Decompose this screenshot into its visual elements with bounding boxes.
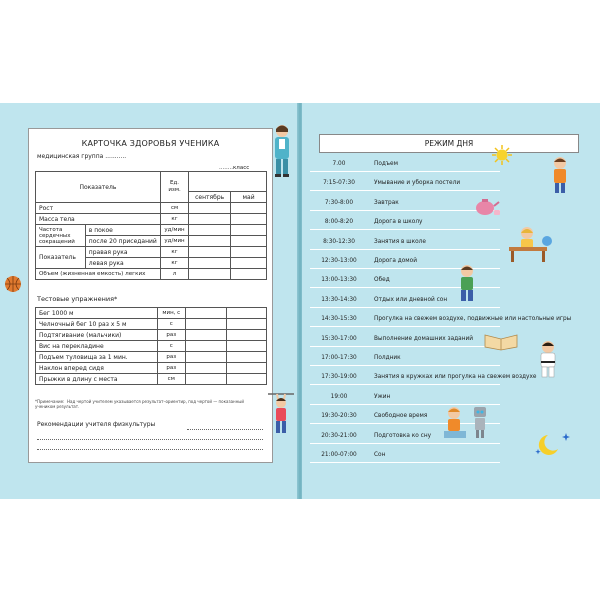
header-unit: Ед. изм. (160, 172, 188, 203)
schedule-activity: Дорога домой (374, 258, 417, 264)
schedule-time: 8:30-12:30 (323, 238, 355, 245)
schedule-time: 20:30-21:00 (321, 432, 357, 439)
schedule-row (310, 277, 570, 295)
schedule-divider (310, 326, 500, 327)
schedule-time: 8:00-8:20 (324, 219, 354, 226)
notebook-spread (0, 103, 600, 499)
open-book-icon (483, 331, 519, 351)
schedule-divider (310, 190, 500, 191)
class-label: ........класс (219, 165, 250, 171)
schedule-activity: Обед (374, 277, 390, 284)
table-row: после 20 приседаний уд/мин (36, 236, 267, 247)
rec-line[interactable] (187, 429, 263, 430)
schedule-row (310, 180, 570, 198)
table-row: Наклон вперед сидя раз (36, 363, 267, 374)
schedule-row (310, 355, 570, 373)
table-row: Показатель правая рука кг (36, 247, 267, 258)
schedule-divider (310, 384, 500, 385)
kid-with-backpack-illustration (456, 263, 478, 303)
table-row: Подъем туловища за 1 мин. раз (36, 352, 267, 363)
schedule-activity: Дорога в школу (374, 219, 423, 226)
schedule-activity: Занятия в школе (374, 238, 426, 245)
sun-icon (492, 145, 512, 165)
table-row: Рост см (36, 203, 267, 214)
schedule-time: 7:15-07:30 (323, 180, 355, 187)
schedule-title: РЕЖИМ ДНЯ (424, 139, 474, 148)
health-table (35, 171, 267, 280)
schedule-row (310, 200, 570, 218)
moon-and-stars-icon (534, 431, 574, 457)
schedule-activity: Завтрак (374, 199, 399, 206)
table-row: Челночный бег 10 раз х 5 м с (36, 319, 267, 330)
schedule-row (310, 316, 570, 334)
tests-table (35, 307, 267, 385)
schedule-time: 19:30-20:30 (321, 413, 357, 420)
header-september: сентябрь (189, 192, 231, 203)
schedule-row (310, 452, 570, 470)
schedule-time: 12:30-13:00 (321, 258, 357, 264)
left-page (0, 103, 298, 499)
schedule-divider (310, 229, 500, 230)
schedule-row (310, 433, 570, 451)
schedule-time: 7.00 (332, 161, 346, 167)
schedule-activity: Подготовка ко сну (374, 432, 432, 439)
schedule-activity: Сон (374, 452, 386, 458)
footnote: *Примечание: Над чертой учителем указывается результат–ориентир, под чертой — показанный учеником результат. (35, 399, 245, 409)
schedule-activity: Подъем (374, 161, 398, 167)
rec-line[interactable] (37, 439, 263, 440)
schedule-divider (310, 443, 500, 444)
schedule-activity: Умывание и уборка постели (374, 180, 461, 187)
card-title: КАРТОЧКА ЗДОРОВЬЯ УЧЕНИКА (81, 139, 220, 148)
table-row: левая рука кг (36, 258, 267, 269)
table-row: Масса тела кг (36, 214, 267, 225)
teapot-icon (474, 196, 500, 216)
schedule-divider (310, 249, 500, 250)
schedule-activity: Полдник (374, 355, 401, 361)
schedule-divider (310, 365, 500, 366)
header-indicator: Показатель (36, 172, 161, 203)
schedule-time: 19:00 (330, 393, 348, 400)
schedule-row (310, 161, 570, 179)
schedule-time: 15:30-17:00 (321, 335, 357, 342)
health-card (28, 128, 273, 463)
schedule-time: 17:30-19:00 (321, 374, 357, 381)
schedule-divider (310, 346, 500, 347)
schedule-row (310, 413, 570, 431)
medical-group: медицинская группа ........... (37, 153, 127, 160)
kid-waking-illustration (548, 155, 572, 195)
kid-at-desk-illustration (507, 225, 553, 263)
schedule-activity: Выполнение домашних заданий (374, 335, 474, 342)
schedule-divider (310, 210, 500, 211)
schedule-row (310, 394, 570, 412)
kid-with-robot-illustration (442, 401, 490, 441)
table-row: Прыжки в длину с места см (36, 374, 267, 385)
basketball-icon (4, 275, 22, 293)
table-row: Частота сердечных сокращений в покое уд/мин (36, 225, 267, 236)
schedule-divider (310, 307, 500, 308)
schedule-row (310, 297, 570, 315)
schedule-divider (310, 462, 500, 463)
table-row: Объем (жизненная емкость) легких л (36, 269, 267, 280)
schedule-activity: Отдых или дневной сон (374, 296, 448, 303)
header-blank (189, 172, 267, 192)
table-header (36, 172, 267, 192)
nurse-illustration (268, 123, 296, 179)
kid-pullup-illustration (268, 391, 294, 437)
right-page (302, 103, 600, 499)
schedule-row (310, 374, 570, 392)
table-row: Вис на перекладине с (36, 341, 267, 352)
schedule-activity: Занятия в кружках или прогулка на свежем воздухе (374, 374, 537, 381)
schedule-time: 13:00-13:30 (321, 277, 357, 284)
schedule-title-box (319, 134, 579, 153)
schedule-time: 7:30-8:00 (324, 199, 354, 206)
recommendations-label: Рекомендации учителя физкультуры (37, 421, 156, 428)
tests-title: Тестовые упражнения* (37, 295, 118, 303)
schedule-activity: Ужин (374, 393, 391, 400)
schedule-time: 17:00-17:30 (321, 355, 357, 361)
schedule-activity: Свободное время (374, 413, 428, 420)
schedule-divider (310, 171, 500, 172)
rec-line[interactable] (37, 449, 263, 450)
schedule-row (310, 336, 570, 354)
kid-karate-illustration (536, 339, 560, 379)
schedule-time: 14:30-15:30 (321, 316, 357, 323)
schedule-time: 13:30-14:30 (321, 296, 357, 303)
schedule-time: 21:00-07:00 (321, 452, 357, 458)
table-row: Бег 1000 м мин, с (36, 308, 267, 319)
schedule-activity: Прогулка на свежем воздухе, подвижные или настольные игры (374, 316, 572, 323)
header-may: май (231, 192, 267, 203)
table-row: Подтягивание (мальчики) раз (36, 330, 267, 341)
